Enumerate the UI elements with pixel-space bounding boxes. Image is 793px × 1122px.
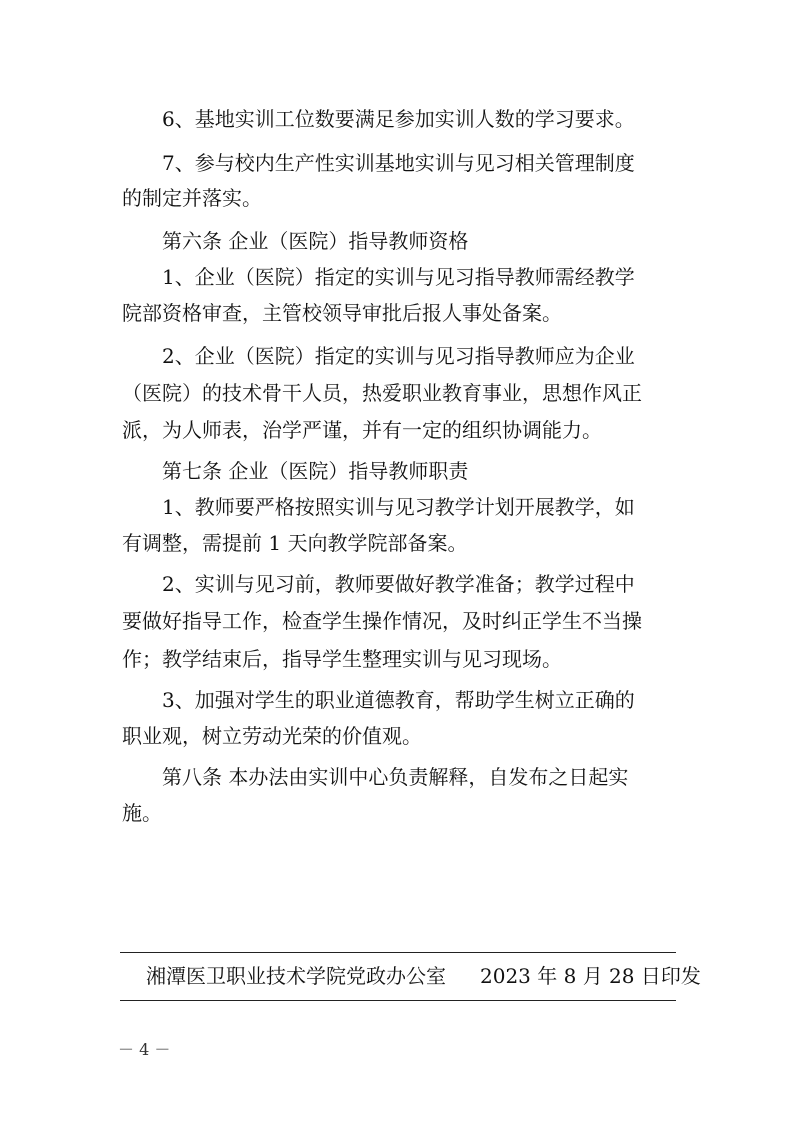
- paragraph-line: 职业观，树立劳动光荣的价值观。: [122, 724, 422, 748]
- paragraph-line: 院部资格审查，主管校领导审批后报人事处备案。: [122, 301, 562, 325]
- paragraph-line: 施。: [122, 801, 162, 825]
- footer-top-rule: [120, 952, 676, 953]
- page-number: － 4 －: [118, 1040, 171, 1059]
- article-heading: 第八条 本办法由实训中心负责解释，自发布之日起实: [162, 765, 629, 789]
- paragraph-line: 2、企业（医院）指定的实训与见习指导教师应为企业: [162, 344, 635, 368]
- paragraph-line: 派，为人师表，治学严谨，并有一定的组织协调能力。: [122, 418, 602, 442]
- paragraph-line: 作；教学结束后，指导学生整理实训与见习现场。: [122, 647, 562, 671]
- paragraph-line: 7、参与校内生产性实训基地实训与见习相关管理制度: [162, 151, 635, 175]
- article-heading: 第七条 企业（医院）指导教师职责: [162, 459, 469, 483]
- article-heading: 第六条 企业（医院）指导教师资格: [162, 229, 469, 253]
- paragraph-line: 2、实训与见习前，教师要做好教学准备；教学过程中: [162, 572, 635, 596]
- footer-bottom-rule: [120, 1000, 676, 1001]
- paragraph-line: 有调整，需提前 1 天向教学院部备案。: [122, 531, 468, 555]
- paragraph-line: 1、企业（医院）指定的实训与见习指导教师需经教学: [162, 265, 635, 289]
- paragraph-line: 3、加强对学生的职业道德教育，帮助学生树立正确的: [162, 688, 635, 712]
- paragraph-line: 6、基地实训工位数要满足参加实训人数的学习要求。: [162, 107, 635, 131]
- paragraph-line: （医院）的技术骨干人员，热爱职业教育事业，思想作风正: [122, 381, 642, 405]
- paragraph-line: 1、教师要严格按照实训与见习教学计划开展教学，如: [162, 495, 635, 519]
- footer-issuer: 湘潭医卫职业技术学院党政办公室: [146, 964, 446, 988]
- paragraph-line: 的制定并落实。: [122, 186, 262, 210]
- paragraph-line: 要做好指导工作，检查学生操作情况，及时纠正学生不当操: [122, 609, 642, 633]
- footer-date: 2023 年 8 月 28 日印发: [480, 964, 701, 988]
